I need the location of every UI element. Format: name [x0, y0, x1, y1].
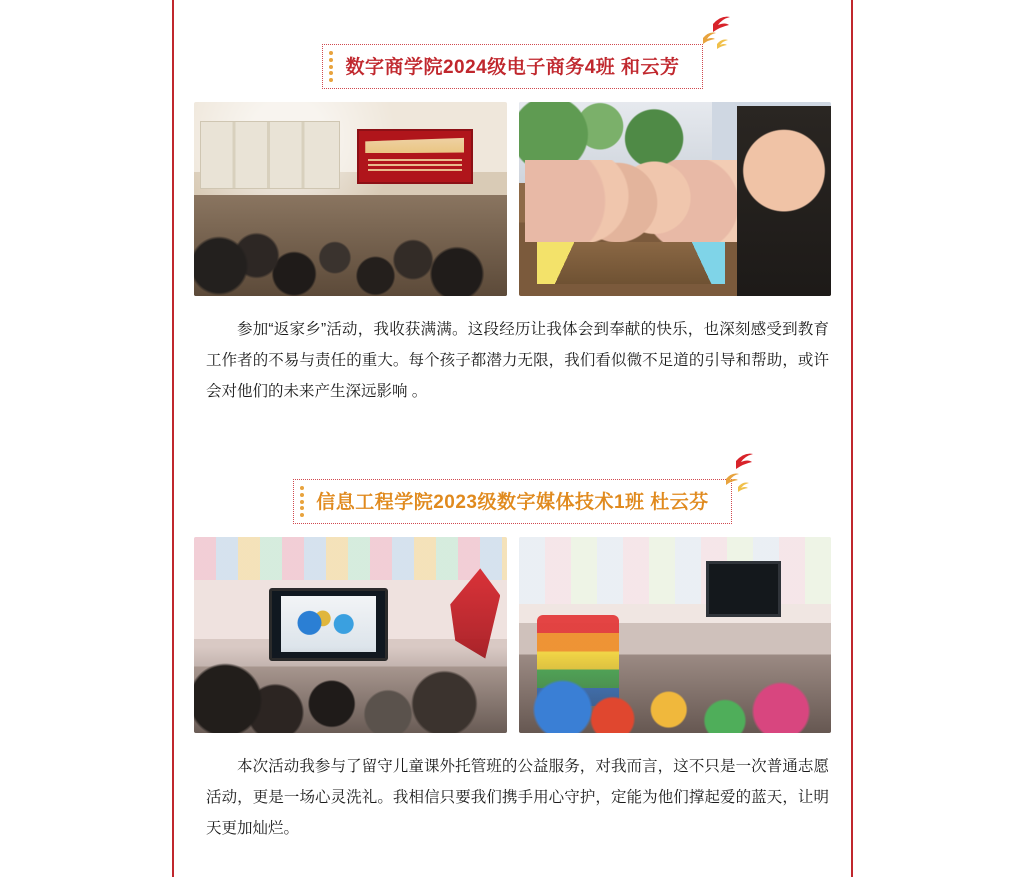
banner-dots-icon [329, 51, 333, 82]
right-margin-rule [851, 0, 853, 877]
section-title-1: 数字商学院2024级电子商务4班 和云芳 [345, 57, 680, 78]
banner-dots-icon-2 [300, 486, 304, 517]
photo-afterschool-care [519, 537, 832, 733]
photo-row-2 [174, 537, 851, 733]
section-title-banner-1 [322, 44, 702, 89]
section-title-2: 信息工程学院2023级数字媒体技术1班 杜云芬 [316, 492, 709, 513]
section-title-banner-2 [293, 479, 732, 524]
content-column [174, 0, 851, 877]
photo-smartboard-class [194, 537, 507, 733]
section-title-banner-wrap-1 [174, 44, 851, 89]
section-title-banner-wrap-2 [174, 479, 851, 524]
photo-kids-handicraft [519, 102, 832, 296]
section-caption-2: 本次活动我参与了留守儿童课外托管班的公益服务，对我而言，这不只是一次普通志愿活动，更是一场心灵洗礼。我相信只要我们携手用心守护，定能为他们撑起爱的蓝天，让明天更加灿烂。 [206, 758, 829, 837]
testimonial-section-2 [174, 407, 851, 844]
photo-classroom-lecture [194, 102, 507, 296]
section-caption-1: 参加“返家乡”活动，我收获满满。这段经历让我体会到奉献的快乐，也深刻感受到教育工作者的不易与责任的重大。每个孩子都潜力无限，我们看似微不足道的引导和帮助，或许会对他们的未来产生深远影响 。 [206, 321, 829, 400]
photo-row-1 [174, 102, 851, 296]
testimonial-section-1 [174, 0, 851, 407]
